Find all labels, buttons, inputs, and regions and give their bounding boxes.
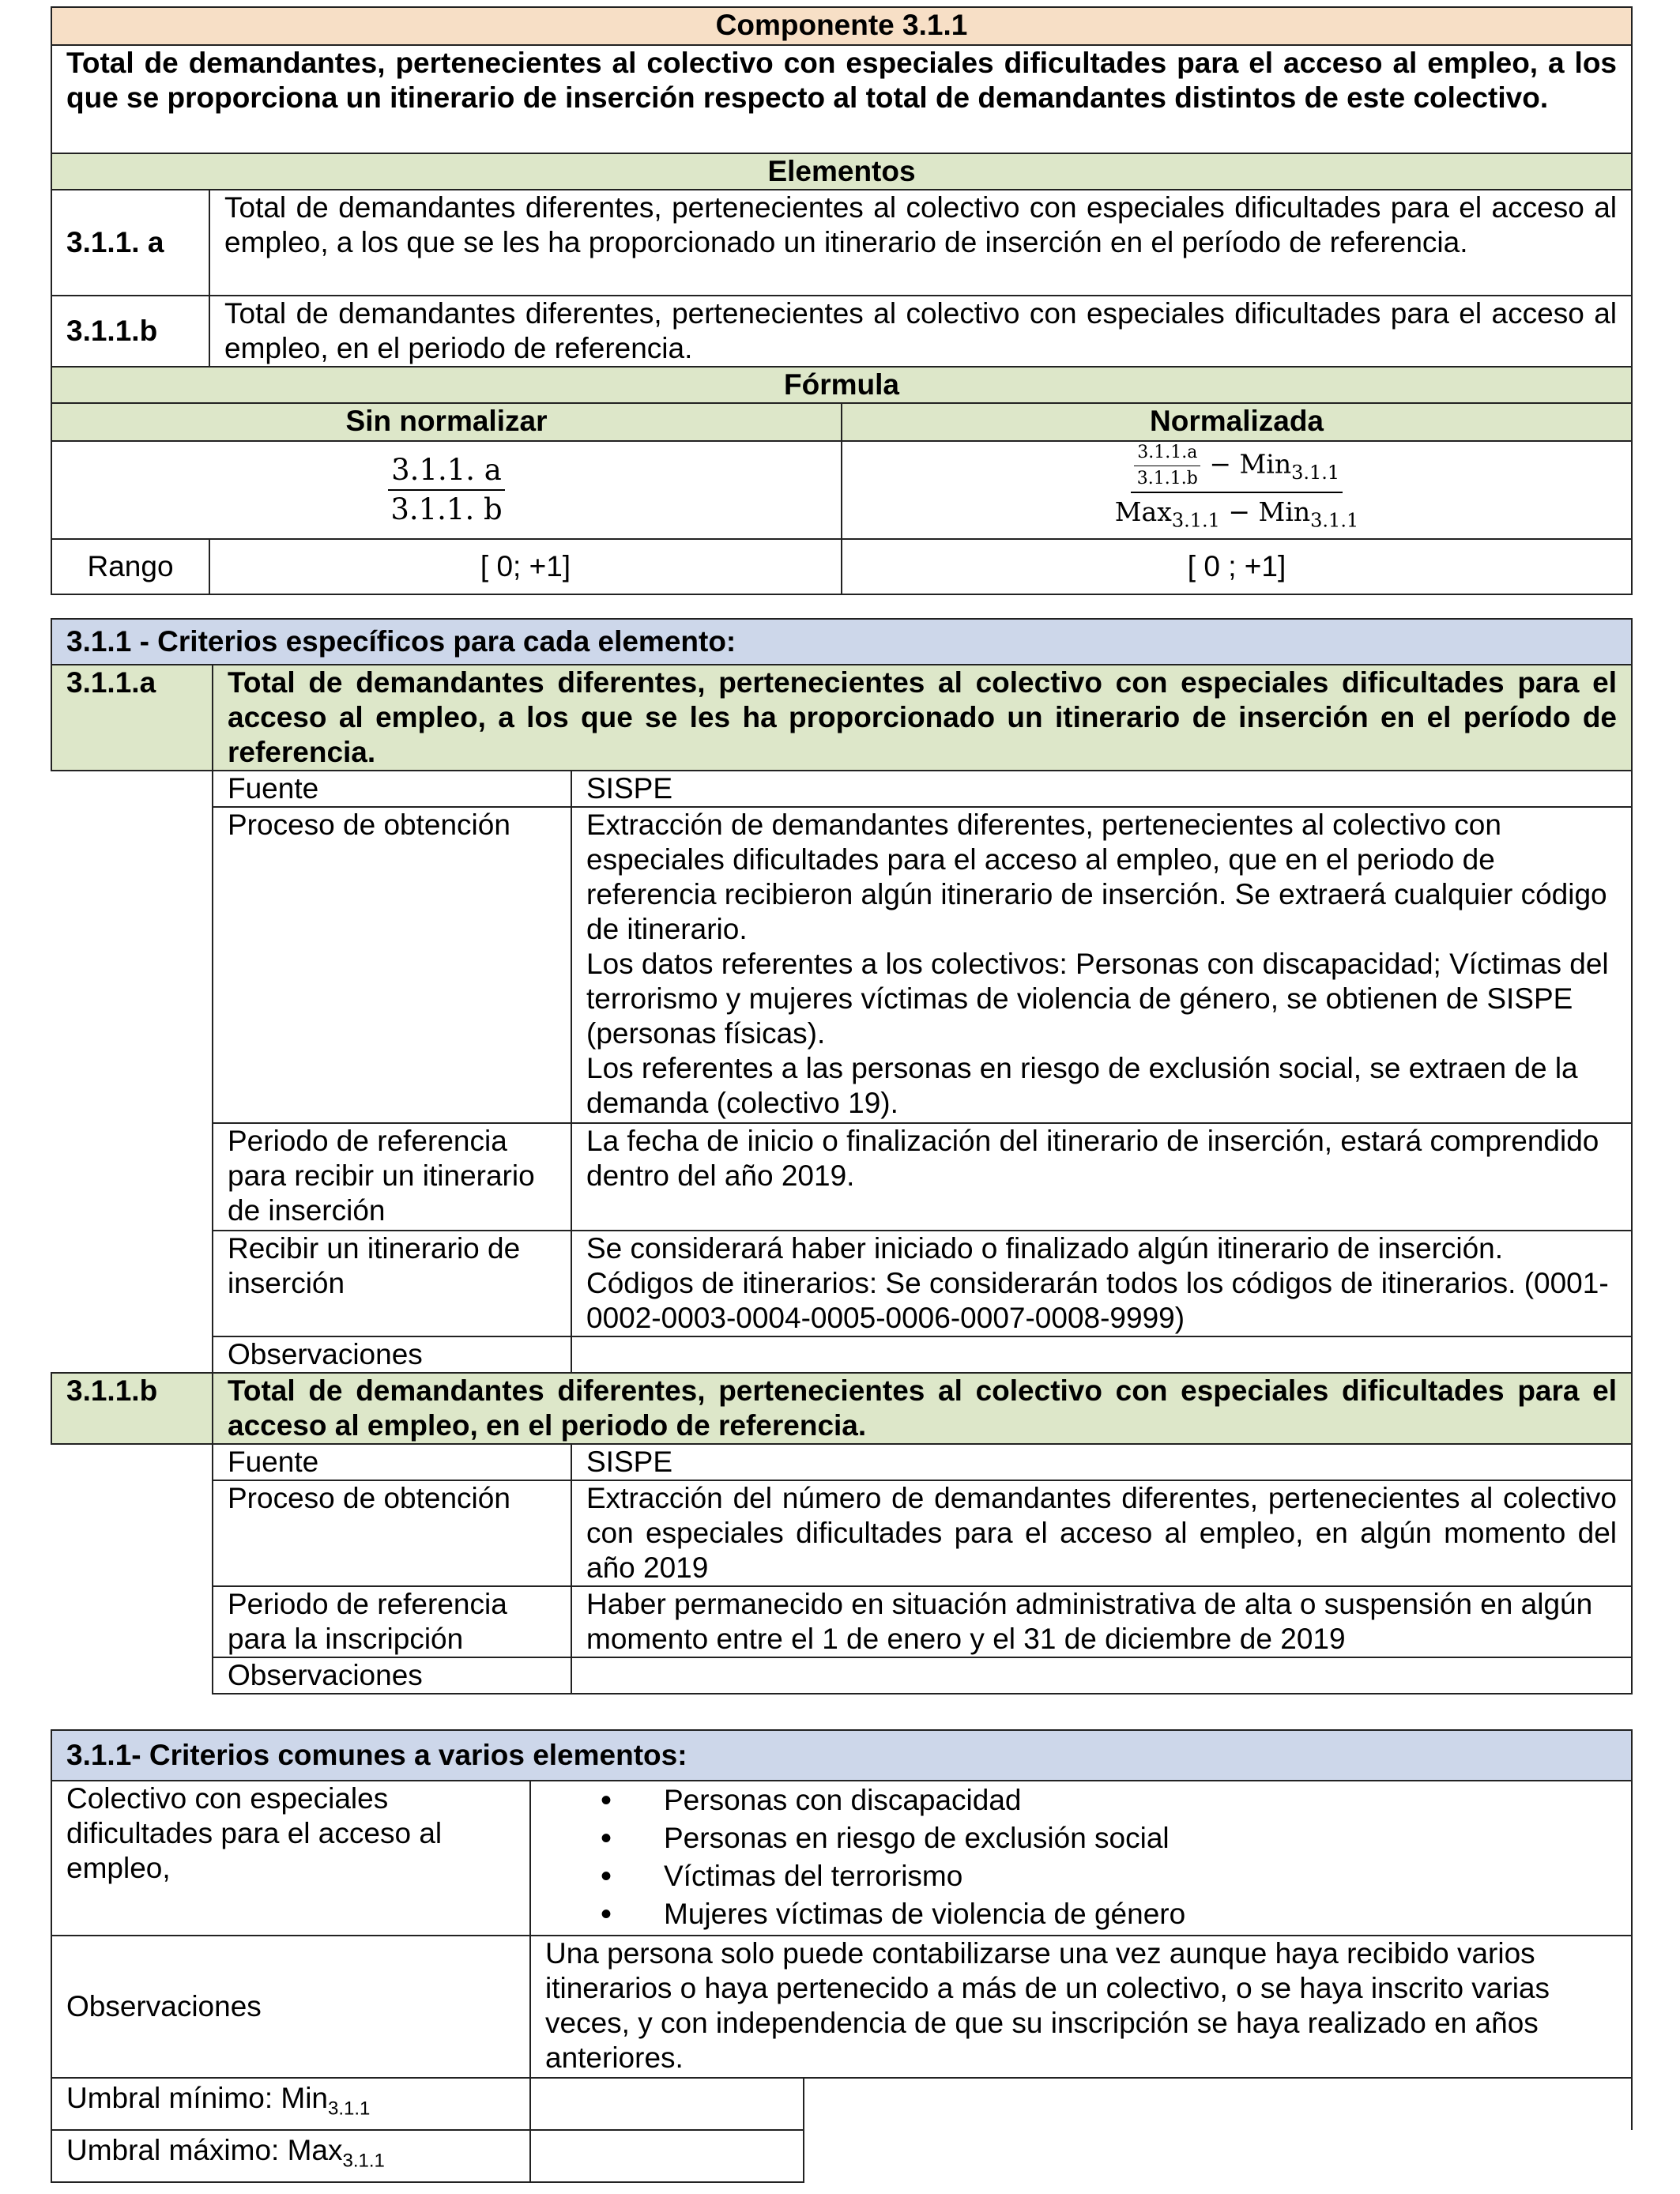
element-b-title: Total de demandantes diferentes, pertenecientes al colectivo con especiales dificultades para el acceso al empleo, en el periodo de referencia. xyxy=(213,1373,1632,1444)
a-recibir-label: Recibir un itinerario de inserción xyxy=(213,1231,571,1336)
element-text-a: Total de demandantes diferentes, pertenecientes al colectivo con especiales dificultades para el acceso al empleo, a los que se les ha proporcionado un itinerario de inserción en el período de referencia. xyxy=(209,190,1632,296)
elements-header: Elementos xyxy=(51,153,1632,190)
rango-normalized: [ 0 ; +1] xyxy=(842,539,1632,594)
umbral-max-label xyxy=(51,2130,530,2182)
norm-minus-min-2: − Min xyxy=(1219,496,1311,528)
criteria-specific-header: 3.1.1 - Criterios específicos para cada elemento: xyxy=(51,619,1632,665)
spacer-a xyxy=(51,771,213,1373)
rango-raw: [ 0; +1] xyxy=(209,539,842,594)
norm-fraction xyxy=(1112,442,1362,538)
formula-normalized xyxy=(842,441,1632,539)
inner-denominator: 3.1.1.b xyxy=(1136,469,1198,488)
b-proceso-label: Proceso de obtención xyxy=(213,1480,571,1586)
normalizada-header: Normalizada xyxy=(842,403,1632,441)
list-item: • Personas en riesgo de exclusión social xyxy=(601,1819,1617,1857)
component-description: Total de demandantes, pertenecientes al colectivo con especiales dificultades para el acceso al empleo, a los que se proporciona un itinerario de inserción respecto al total de demandantes distintos de este colectivo. xyxy=(51,45,1632,153)
norm-denominator xyxy=(1112,493,1362,538)
formula-raw xyxy=(51,441,842,539)
b-periodo-label: Periodo de referencia para la inscripción xyxy=(213,1586,571,1657)
umbral-max-value xyxy=(530,2130,804,2182)
raw-fraction xyxy=(387,453,505,527)
element-a-title: Total de demandantes diferentes, pertenecientes al colectivo con especiales dificultades para el acceso al empleo, a los que se les ha proporcionado un itinerario de inserción en el período de referencia. xyxy=(213,665,1632,771)
component-header: Componente 3.1.1 xyxy=(51,7,1632,45)
umbral-max-empty xyxy=(804,2130,1632,2182)
norm-sub-1: 3.1.1 xyxy=(1291,462,1340,484)
a-proceso-p3: Los referentes a las personas en riesgo de exclusión social, se extraen de la demanda (colectivo 19). xyxy=(586,1052,1578,1119)
a-proceso-p2: Los datos referentes a los colectivos: Personas con discapacidad; Víctimas del terrorismo y mujeres víctimas de violencia de género, se obtienen de SISPE (personas físicas). xyxy=(586,948,1609,1050)
umbral-min-empty xyxy=(804,2078,1632,2130)
element-a-code: 3.1.1.a xyxy=(51,665,213,771)
umbral-min-sub: 3.1.1 xyxy=(328,2098,371,2120)
list-item: • Mujeres víctimas de violencia de género xyxy=(601,1895,1617,1933)
a-fuente-label: Fuente xyxy=(213,771,571,807)
list-item: • Víctimas del terrorismo xyxy=(601,1857,1617,1895)
element-code-b: 3.1.1.b xyxy=(51,296,209,367)
a-proceso-value xyxy=(571,807,1632,1123)
raw-numerator: 3.1.1. a xyxy=(388,453,505,491)
a-periodo-label: Periodo de referencia para recibir un itinerario de inserción xyxy=(213,1123,571,1231)
umbral-min-text: Umbral mínimo: Min xyxy=(66,2082,328,2115)
a-recibir-p1: Se considerará haber iniciado o finalizado algún itinerario de inserción. xyxy=(586,1232,1504,1265)
norm-minus-min: − Min xyxy=(1209,448,1292,480)
b-periodo-value: Haber permanecido en situación administrativa de alta o suspensión en algún momento entre el 1 de enero y el 31 de diciembre de 2019 xyxy=(571,1586,1632,1657)
observaciones-label: Observaciones xyxy=(51,1936,530,2078)
criteria-common-header: 3.1.1- Criterios comunes a varios elementos: xyxy=(51,1730,1632,1781)
component-table xyxy=(51,6,1633,595)
a-proceso-label: Proceso de obtención xyxy=(213,807,571,1123)
formula-header: Fórmula xyxy=(51,367,1632,403)
rango-label: Rango xyxy=(51,539,209,594)
colectivo-list xyxy=(545,1781,1617,1933)
norm-numerator xyxy=(1131,442,1343,493)
element-code-a: 3.1.1. a xyxy=(51,190,209,296)
a-observaciones-label: Observaciones xyxy=(213,1336,571,1373)
a-periodo-value: La fecha de inicio o finalización del itinerario de inserción, estará comprendido dentro del año 2019. xyxy=(571,1123,1632,1231)
sin-normalizar-header: Sin normalizar xyxy=(51,403,842,441)
criteria-specific-table xyxy=(51,618,1633,1695)
norm-max: Max xyxy=(1114,496,1172,528)
observaciones-text: Una persona solo puede contabilizarse una vez aunque haya recibido varios itinerarios o haya pertenecido a más de un colectivo, o se haya inscrito varias veces, y con independencia de que su inscripción se haya realizado en años anteriores. xyxy=(530,1936,1632,2078)
umbral-max-sub: 3.1.1 xyxy=(342,2150,385,2172)
raw-denominator: 3.1.1. b xyxy=(390,492,503,526)
a-fuente-value: SISPE xyxy=(571,771,1632,807)
element-b-code: 3.1.1.b xyxy=(51,1373,213,1444)
norm-sub-2: 3.1.1 xyxy=(1171,509,1220,532)
colectivo-label: Colectivo con especiales dificultades para el acceso al empleo, xyxy=(51,1781,530,1936)
b-observaciones-value xyxy=(571,1657,1632,1694)
b-fuente-value: SISPE xyxy=(571,1444,1632,1480)
a-observaciones-value xyxy=(571,1336,1632,1373)
b-observaciones-label: Observaciones xyxy=(213,1657,571,1694)
spacer-b xyxy=(51,1444,213,1694)
a-proceso-p1: Extracción de demandantes diferentes, pertenecientes al colectivo con especiales dificultades para el acceso al empleo, que en el periodo de referencia recibieron algún itinerario de inserción. Se extraerá cualquier código de itinerario. xyxy=(586,809,1607,945)
element-text-b: Total de demandantes diferentes, pertenecientes al colectivo con especiales dificultades para el acceso al empleo, en el periodo de referencia. xyxy=(209,296,1632,367)
umbral-max-text: Umbral máximo: Max xyxy=(66,2134,343,2167)
criteria-common-table xyxy=(51,1729,1633,2183)
b-fuente-label: Fuente xyxy=(213,1444,571,1480)
umbral-min-label xyxy=(51,2078,530,2130)
a-recibir-value xyxy=(571,1231,1632,1336)
a-recibir-p2: Códigos de itinerarios: Se considerarán todos los códigos de itinerarios. (0001-0002-0003-0004-0005-0006-0007-0008-9999) xyxy=(586,1267,1609,1334)
umbral-min-value xyxy=(530,2078,804,2130)
norm-sub-3: 3.1.1 xyxy=(1310,509,1359,532)
inner-numerator: 3.1.1.a xyxy=(1134,442,1200,466)
list-item: • Personas con discapacidad xyxy=(601,1781,1617,1819)
norm-inner-fraction xyxy=(1134,442,1201,490)
b-proceso-value: Extracción del número de demandantes diferentes, pertenecientes al colectivo con especiales dificultades para el acceso al empleo, en algún momento del año 2019 xyxy=(571,1480,1632,1586)
colectivo-list-cell xyxy=(530,1781,1632,1936)
